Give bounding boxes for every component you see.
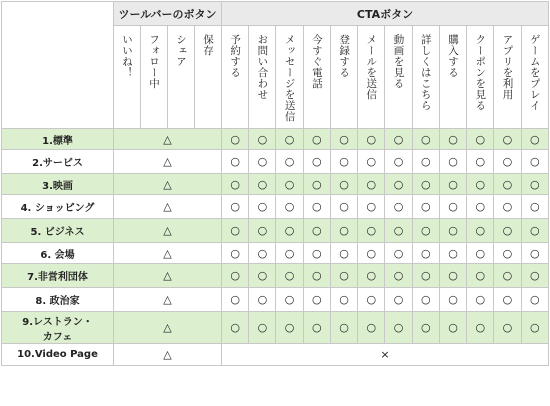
circle-mark: ○ — [529, 269, 540, 282]
circle-mark: ○ — [420, 200, 431, 213]
toolbar-support-cell: △ — [114, 150, 222, 174]
circle-mark: ○ — [475, 321, 486, 334]
circle-mark: ○ — [230, 200, 240, 213]
circle-mark: ○ — [257, 132, 268, 146]
cta-col-label: 予約する — [229, 34, 242, 78]
cta-support-cell — [276, 150, 303, 174]
cta-support-cell — [385, 243, 412, 264]
circle-mark: ○ — [339, 132, 349, 146]
cta-col-label: 今すぐ電話 — [310, 34, 323, 89]
cta-support-cell — [439, 150, 466, 174]
cta-support-cell — [276, 243, 303, 264]
circle-mark: ○ — [502, 200, 513, 213]
circle-mark: ○ — [230, 321, 240, 334]
cta-support-cell — [249, 264, 276, 288]
circle-mark: ○ — [284, 269, 295, 282]
circle-mark: ○ — [312, 177, 322, 191]
circle-mark: ○ — [230, 293, 240, 306]
cta-support-cell — [358, 219, 385, 243]
cta-support-cell — [249, 243, 276, 264]
row-label: 7.非営利団体 — [2, 264, 114, 288]
circle-mark: ○ — [529, 321, 540, 334]
table-row — [2, 174, 549, 195]
circle-mark: ○ — [366, 246, 377, 260]
cta-support-cell — [358, 174, 385, 195]
circle-mark: ○ — [502, 177, 513, 191]
toolbar-col-header — [168, 26, 195, 129]
toolbar-support-cell: △ — [114, 312, 222, 344]
cta-support-cell — [249, 195, 276, 219]
cta-col-header — [467, 26, 494, 129]
cta-support-cell — [412, 174, 439, 195]
cta-support-cell — [249, 129, 276, 150]
cta-support-cell — [249, 150, 276, 174]
circle-mark: ○ — [312, 321, 322, 334]
cta-support-cell — [412, 219, 439, 243]
toolbar-col-header — [195, 26, 222, 129]
toolbar-support-cell: △ — [114, 195, 222, 219]
circle-mark: ○ — [502, 246, 513, 260]
circle-mark: ○ — [502, 224, 513, 237]
cta-support-cell — [330, 129, 357, 150]
circle-mark: ○ — [448, 155, 458, 168]
circle-mark: ○ — [257, 246, 268, 260]
circle-mark: ○ — [393, 321, 404, 334]
circle-mark: ○ — [393, 246, 404, 260]
circle-mark: ○ — [366, 155, 377, 168]
cta-support-cell — [303, 129, 330, 150]
circle-mark: ○ — [230, 155, 240, 168]
circle-mark: ○ — [502, 321, 513, 334]
cta-support-cell — [467, 288, 494, 312]
row-label: 1.標準 — [2, 129, 114, 150]
cta-support-cell — [222, 243, 249, 264]
circle-mark: ○ — [448, 293, 458, 306]
circle-mark: ○ — [366, 177, 377, 191]
cta-support-cell — [494, 195, 521, 219]
cta-support-cell — [467, 312, 494, 344]
cta-support-cell — [222, 195, 249, 219]
circle-mark: ○ — [230, 269, 240, 282]
circle-mark: ○ — [475, 155, 486, 168]
cta-unsupported-cell: × — [222, 344, 549, 366]
row-label: 8. 政治家 — [2, 288, 114, 312]
cta-support-cell — [222, 174, 249, 195]
row-label: 3.映画 — [2, 174, 114, 195]
cta-support-cell — [330, 195, 357, 219]
circle-mark: ○ — [366, 200, 377, 213]
corner-cell — [2, 2, 114, 129]
circle-mark: ○ — [448, 224, 458, 237]
circle-mark: ○ — [420, 224, 431, 237]
row-label: 5. ビジネス — [2, 219, 114, 243]
circle-mark: ○ — [339, 293, 349, 306]
cta-support-cell — [330, 219, 357, 243]
cta-col-header — [303, 26, 330, 129]
circle-mark: ○ — [448, 321, 458, 334]
cta-support-cell — [330, 288, 357, 312]
toolbar-support-cell: △ — [114, 219, 222, 243]
circle-mark: ○ — [529, 246, 540, 260]
cta-support-cell — [494, 264, 521, 288]
cta-col-label: お問い合わせ — [256, 34, 269, 100]
toolbar-header: ツールバーのボタン — [114, 2, 222, 26]
circle-mark: ○ — [420, 246, 431, 260]
circle-mark: ○ — [339, 155, 349, 168]
toolbar-col-header — [114, 26, 141, 129]
cta-support-cell — [467, 129, 494, 150]
circle-mark: ○ — [475, 224, 486, 237]
circle-mark: ○ — [393, 132, 404, 146]
cta-support-cell — [222, 150, 249, 174]
cta-col-header — [439, 26, 466, 129]
cta-col-header — [358, 26, 385, 129]
table-row — [2, 150, 549, 174]
circle-mark: ○ — [284, 132, 295, 146]
circle-mark: ○ — [312, 224, 322, 237]
circle-mark: ○ — [284, 246, 295, 260]
cta-col-label: 動画を見る — [392, 34, 405, 89]
circle-mark: ○ — [284, 293, 295, 306]
cta-support-cell — [303, 150, 330, 174]
cta-support-cell — [467, 264, 494, 288]
table-row — [2, 219, 549, 243]
cta-support-cell — [330, 264, 357, 288]
row-label: 2.サービス — [2, 150, 114, 174]
circle-mark: ○ — [339, 200, 349, 213]
circle-mark: ○ — [448, 132, 458, 146]
circle-mark: ○ — [284, 321, 295, 334]
cta-support-cell — [276, 129, 303, 150]
cta-support-cell — [412, 288, 439, 312]
cta-support-cell — [249, 312, 276, 344]
cta-support-cell — [358, 288, 385, 312]
table-row — [2, 195, 549, 219]
circle-mark: ○ — [393, 177, 404, 191]
cta-support-cell — [358, 129, 385, 150]
circle-mark: ○ — [529, 200, 540, 213]
cta-support-cell — [385, 174, 412, 195]
row-label: 4. ショッピング — [2, 195, 114, 219]
toolbar-col-label: 保存 — [202, 34, 214, 56]
table-row — [2, 344, 549, 366]
cta-support-cell — [303, 243, 330, 264]
cta-col-header — [385, 26, 412, 129]
cta-col-header — [521, 26, 548, 129]
circle-mark: ○ — [339, 177, 349, 191]
circle-mark: ○ — [502, 132, 513, 146]
circle-mark: ○ — [393, 269, 404, 282]
circle-mark: ○ — [230, 132, 240, 146]
cta-support-cell — [276, 288, 303, 312]
toolbar-support-cell: △ — [114, 264, 222, 288]
circle-mark: ○ — [257, 269, 268, 282]
cta-support-cell — [439, 312, 466, 344]
circle-mark: ○ — [420, 155, 431, 168]
circle-mark: ○ — [448, 269, 458, 282]
cta-support-cell — [494, 312, 521, 344]
cta-support-cell — [439, 129, 466, 150]
cta-support-cell — [358, 312, 385, 344]
cta-support-cell — [412, 150, 439, 174]
cta-support-cell — [303, 264, 330, 288]
cta-support-cell — [358, 243, 385, 264]
circle-mark: ○ — [257, 224, 268, 237]
circle-mark: ○ — [393, 293, 404, 306]
cta-support-cell — [276, 264, 303, 288]
cta-support-cell — [439, 174, 466, 195]
cta-col-label: 購入する — [447, 34, 459, 78]
circle-mark: ○ — [475, 246, 486, 260]
cta-support-cell — [276, 219, 303, 243]
circle-mark: ○ — [339, 321, 349, 334]
cta-support-cell — [249, 219, 276, 243]
cta-support-cell — [494, 288, 521, 312]
cta-support-cell — [276, 312, 303, 344]
circle-mark: ○ — [366, 224, 377, 237]
toolbar-support-cell: △ — [114, 129, 222, 150]
circle-mark: ○ — [257, 321, 268, 334]
cta-support-cell — [412, 195, 439, 219]
comparison-table — [1, 1, 549, 366]
cta-support-cell — [222, 288, 249, 312]
circle-mark: ○ — [393, 200, 404, 213]
circle-mark: ○ — [257, 293, 268, 306]
cta-support-cell — [467, 195, 494, 219]
cta-support-cell — [521, 243, 548, 264]
circle-mark: ○ — [420, 269, 431, 282]
circle-mark: ○ — [475, 177, 486, 191]
cta-col-label: メールを送信 — [365, 34, 378, 100]
circle-mark: ○ — [448, 177, 458, 191]
circle-mark: ○ — [420, 132, 431, 146]
cta-col-label: 登録する — [338, 34, 351, 78]
circle-mark: ○ — [475, 132, 486, 146]
cta-support-cell — [521, 195, 548, 219]
cta-support-cell — [358, 195, 385, 219]
table-row — [2, 243, 549, 264]
cta-support-cell — [494, 129, 521, 150]
cta-support-cell — [330, 174, 357, 195]
circle-mark: ○ — [475, 269, 486, 282]
circle-mark: ○ — [339, 269, 349, 282]
toolbar-col-label: シェア — [175, 34, 187, 67]
circle-mark: ○ — [257, 200, 268, 213]
circle-mark: ○ — [312, 269, 322, 282]
circle-mark: ○ — [366, 293, 377, 306]
cta-support-cell — [521, 264, 548, 288]
cta-support-cell — [494, 243, 521, 264]
row-label: 9.レストラン・ カフェ — [2, 312, 114, 344]
circle-mark: ○ — [420, 177, 431, 191]
cta-col-label: 詳しくはこちら — [419, 34, 432, 111]
cta-support-cell — [303, 219, 330, 243]
cta-support-cell — [467, 219, 494, 243]
cta-support-cell — [521, 150, 548, 174]
cta-support-cell — [276, 195, 303, 219]
circle-mark: ○ — [475, 293, 486, 306]
cta-support-cell — [303, 312, 330, 344]
circle-mark: ○ — [230, 246, 240, 260]
cta-support-cell — [439, 264, 466, 288]
circle-mark: ○ — [393, 224, 404, 237]
cta-header: CTAボタン — [222, 2, 549, 26]
cta-support-cell — [358, 150, 385, 174]
table-row — [2, 288, 549, 312]
cta-support-cell — [385, 288, 412, 312]
cta-support-cell — [249, 288, 276, 312]
circle-mark: ○ — [312, 155, 322, 168]
circle-mark: ○ — [529, 132, 540, 146]
circle-mark: ○ — [529, 224, 540, 237]
cta-support-cell — [521, 312, 548, 344]
cta-support-cell — [222, 129, 249, 150]
cta-support-cell — [330, 243, 357, 264]
cta-support-cell — [494, 174, 521, 195]
cta-support-cell — [467, 174, 494, 195]
cta-support-cell — [303, 288, 330, 312]
circle-mark: ○ — [448, 200, 458, 213]
cta-support-cell — [358, 264, 385, 288]
cta-support-cell — [222, 219, 249, 243]
cta-support-cell — [249, 174, 276, 195]
cta-col-label: アプリを利用 — [501, 34, 514, 100]
table-row — [2, 129, 549, 150]
circle-mark: ○ — [230, 177, 240, 191]
cta-col-header — [249, 26, 276, 129]
cta-support-cell — [385, 150, 412, 174]
cta-support-cell — [467, 150, 494, 174]
cta-col-label: メッセージを送信 — [283, 34, 296, 122]
cta-support-cell — [439, 195, 466, 219]
circle-mark: ○ — [312, 293, 322, 306]
row-label: 10.Video Page — [2, 344, 114, 366]
circle-mark: ○ — [339, 224, 349, 237]
row-label: 6. 会場 — [2, 243, 114, 264]
cta-support-cell — [222, 312, 249, 344]
circle-mark: ○ — [366, 269, 377, 282]
cta-support-cell — [303, 174, 330, 195]
cta-col-header — [222, 26, 249, 129]
cta-support-cell — [385, 219, 412, 243]
toolbar-support-cell: △ — [114, 288, 222, 312]
cta-support-cell — [330, 312, 357, 344]
table-row — [2, 312, 549, 344]
circle-mark: ○ — [529, 177, 540, 191]
cta-support-cell — [385, 264, 412, 288]
cta-support-cell — [276, 174, 303, 195]
circle-mark: ○ — [312, 132, 322, 146]
circle-mark: ○ — [284, 224, 295, 237]
cta-support-cell — [439, 288, 466, 312]
cta-support-cell — [385, 195, 412, 219]
cta-support-cell — [521, 129, 548, 150]
cta-support-cell — [521, 288, 548, 312]
cta-support-cell — [385, 129, 412, 150]
circle-mark: ○ — [448, 246, 458, 260]
circle-mark: ○ — [529, 155, 540, 168]
toolbar-col-label: いいね！ — [121, 34, 133, 78]
circle-mark: ○ — [366, 321, 377, 334]
circle-mark: ○ — [393, 155, 404, 168]
circle-mark: ○ — [230, 224, 240, 237]
circle-mark: ○ — [284, 177, 295, 191]
cta-support-cell — [385, 312, 412, 344]
cta-col-header — [330, 26, 357, 129]
cta-support-cell — [303, 195, 330, 219]
cta-col-header — [494, 26, 521, 129]
cta-support-cell — [439, 243, 466, 264]
circle-mark: ○ — [529, 293, 540, 306]
toolbar-support-cell: △ — [114, 174, 222, 195]
circle-mark: ○ — [502, 293, 513, 306]
circle-mark: ○ — [475, 200, 486, 213]
cta-col-label: クーポンを見る — [474, 34, 487, 111]
circle-mark: ○ — [366, 132, 377, 146]
toolbar-col-header — [141, 26, 168, 129]
circle-mark: ○ — [257, 155, 268, 168]
toolbar-support-cell: △ — [114, 243, 222, 264]
circle-mark: ○ — [257, 177, 268, 191]
toolbar-support-cell: △ — [114, 344, 222, 366]
cta-support-cell — [494, 150, 521, 174]
cta-support-cell — [412, 264, 439, 288]
cta-support-cell — [330, 150, 357, 174]
cta-support-cell — [412, 312, 439, 344]
circle-mark: ○ — [502, 155, 513, 168]
cta-support-cell — [222, 264, 249, 288]
cta-support-cell — [494, 219, 521, 243]
cta-col-label: ゲームをプレイ — [528, 34, 541, 111]
cta-support-cell — [467, 243, 494, 264]
circle-mark: ○ — [312, 200, 322, 213]
circle-mark: ○ — [420, 321, 431, 334]
cta-support-cell — [439, 219, 466, 243]
cta-support-cell — [521, 174, 548, 195]
table-row — [2, 264, 549, 288]
cta-col-header — [276, 26, 303, 129]
circle-mark: ○ — [339, 246, 349, 260]
circle-mark: ○ — [312, 246, 322, 260]
toolbar-col-label: フォロー中 — [148, 34, 160, 89]
circle-mark: ○ — [284, 155, 295, 168]
circle-mark: ○ — [284, 200, 295, 213]
circle-mark: ○ — [420, 293, 431, 306]
cta-support-cell — [412, 129, 439, 150]
cta-support-cell — [412, 243, 439, 264]
cta-col-header — [412, 26, 439, 129]
cta-support-cell — [521, 219, 548, 243]
circle-mark: ○ — [502, 269, 513, 282]
